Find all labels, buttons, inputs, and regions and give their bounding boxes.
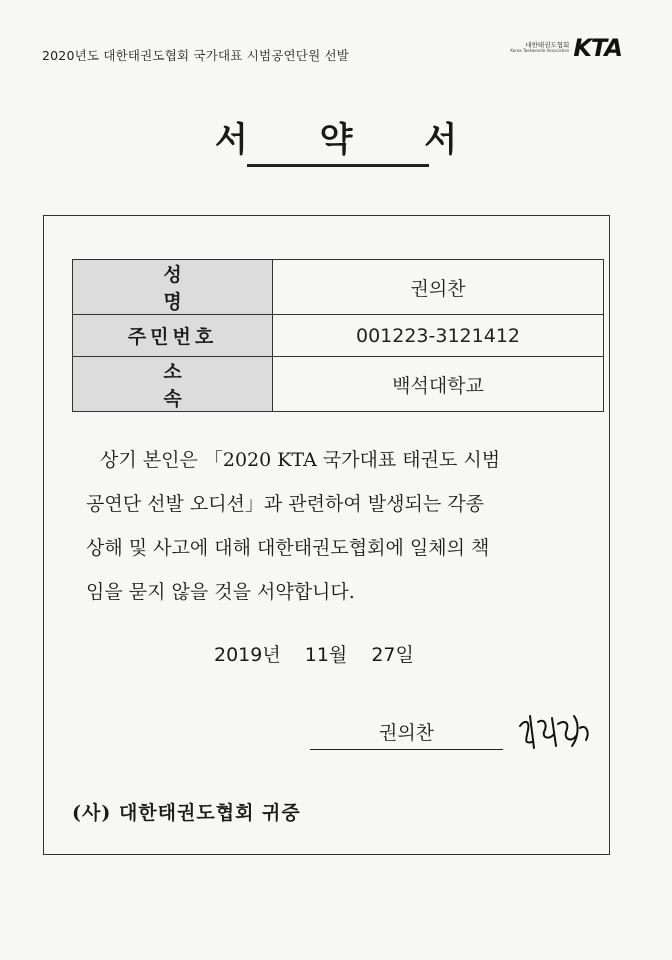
header-event-title: 2020년도 대한태권도협회 국가대표 시범공연단원 선발: [42, 48, 350, 63]
recipient: (사) 대한태권도협회 귀중: [72, 802, 301, 824]
pledge-line: 임을 묻지 않을 것을 서약합니다.: [86, 581, 355, 603]
info-table: [72, 259, 604, 412]
document-title: 서 약 서: [214, 120, 488, 160]
pledge-line: 공연단 선발 오디션」과 관련하여 발생되는 각종: [86, 493, 484, 515]
logo-org-name: 대한태권도협회: [525, 41, 570, 50]
logo-mark: KTA: [573, 34, 622, 62]
title-underline: [247, 164, 429, 167]
name-label: 성 명: [73, 260, 273, 315]
pledge-text: [86, 438, 606, 614]
name-value: 권의찬: [273, 260, 604, 315]
affiliation-value: 백석대학교: [273, 357, 604, 412]
table-row: [73, 357, 604, 412]
pledge-line: 상해 및 사고에 대해 대한태권도협회에 일체의 책: [86, 537, 490, 559]
handwritten-signature: [514, 708, 594, 754]
affiliation-label: 소 속: [73, 357, 273, 412]
table-row: [73, 260, 604, 315]
id-number-label: 주민번호: [73, 315, 273, 357]
logo-org-subtitle: Korea Taekwondo Association: [510, 48, 570, 54]
id-number-value: 001223-3121412: [273, 315, 604, 357]
document-date: 2019년 11월 27일: [214, 644, 414, 666]
logo-text: [510, 42, 569, 54]
table-row: [73, 315, 604, 357]
pledge-line: 상기 본인은 「2020 KTA 국가대표 태권도 시범: [100, 449, 501, 471]
signer-name: 권의찬: [310, 718, 503, 750]
kta-logo: [510, 34, 622, 62]
